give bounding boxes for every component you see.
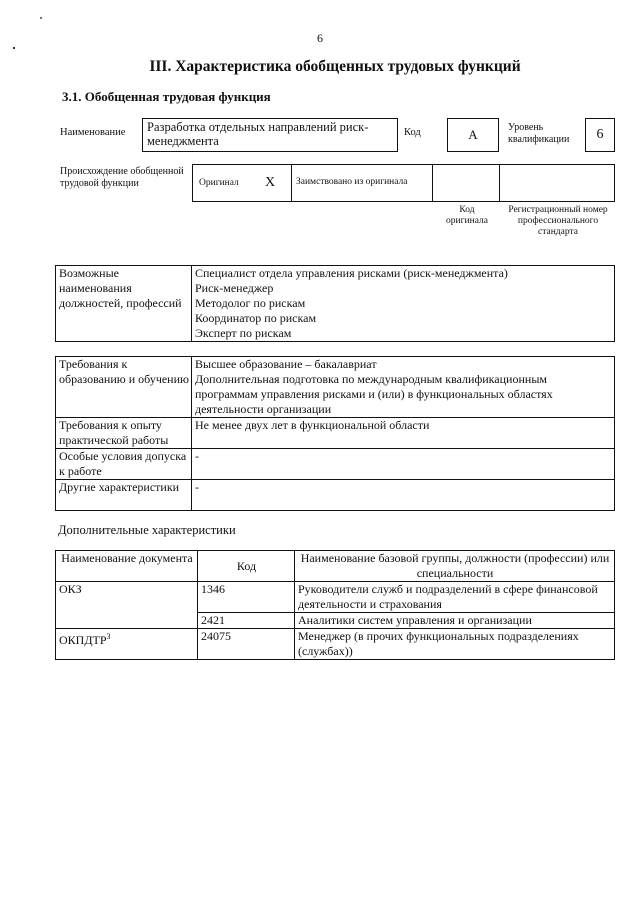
table-cell: Менеджер (в прочих функциональных подразделениях (службах)) (295, 629, 615, 660)
table-cell: 2421 (198, 613, 295, 629)
name-value-box (142, 118, 398, 152)
table-row (56, 629, 615, 660)
table-cell (56, 629, 198, 660)
requirement-label: Особые условия допуска к работе (56, 449, 192, 480)
requirement-line: Не менее двух лет в функциональной области (195, 418, 430, 432)
list-item: Риск-менеджер (195, 281, 274, 295)
requirement-label: Требования к образованию и обучению (56, 357, 192, 418)
original-code-box (432, 164, 500, 202)
requirement-line: Высшее образование – бакалавриат (195, 357, 377, 371)
positions-list (192, 266, 615, 342)
scan-speck (40, 17, 42, 19)
requirement-line: - (195, 480, 199, 494)
code-label: Код (404, 127, 421, 138)
additional-heading: Дополнительные характеристики (58, 523, 236, 537)
code-value: А (468, 127, 478, 142)
additional-table (55, 550, 615, 660)
table-row (56, 266, 615, 342)
list-item: Специалист отдела управления рисками (риск-менеджмента) (195, 266, 508, 280)
requirement-label: Требования к опыту практической работы (56, 418, 192, 449)
table-header-row (56, 551, 615, 582)
doc-name: ОКЗ (59, 582, 82, 596)
requirements-table (55, 356, 615, 511)
table-row (56, 357, 615, 418)
scan-speck (13, 47, 15, 49)
page-number: 6 (317, 31, 323, 45)
code-caption: Код оригинала (446, 205, 488, 226)
borrowed-box (291, 164, 433, 202)
footnote-ref: 3 (106, 632, 111, 641)
column-header: Код (198, 551, 295, 582)
level-value: 6 (596, 127, 604, 142)
table-cell: 24075 (198, 629, 295, 660)
list-item: Методолог по рискам (195, 296, 306, 310)
requirement-value (192, 418, 615, 449)
table-row (56, 418, 615, 449)
requirement-line: Дополнительная подготовка по международным квалификационным программам управления рисками и (или) в функциональных областях деятельности организации (195, 372, 553, 416)
positions-label: Возможные наименования должностей, профессий (56, 266, 192, 342)
original-box (192, 164, 292, 202)
subsection-title: 3.1. Обобщенная трудовая функция (62, 89, 271, 104)
positions-table (55, 265, 615, 342)
requirement-value (192, 449, 615, 480)
reg-number-box (499, 164, 615, 202)
borrowed-label: Заимствовано из оригинала (296, 177, 408, 187)
name-label: Наименование (60, 127, 126, 138)
original-mark: X (265, 175, 276, 190)
list-item: Координатор по рискам (195, 311, 317, 325)
column-header: Наименование документа (56, 551, 198, 582)
requirement-value (192, 357, 615, 418)
table-cell: Руководители служб и подразделений в сфере финансовой деятельности и страхования (295, 582, 615, 613)
list-item: Эксперт по рискам (195, 326, 292, 340)
doc-name: ОКПДТР (59, 633, 107, 647)
requirement-line: - (195, 449, 199, 463)
table-cell (56, 582, 198, 629)
reg-caption: Регистрационный номер профессионального стандарта (508, 205, 608, 237)
level-label: Уровень квалификации (508, 122, 570, 145)
requirement-label: Другие характеристики (56, 480, 192, 511)
name-value: Разработка отдельных направлений риск-менеджмента (147, 120, 369, 148)
requirement-value (192, 480, 615, 511)
level-value-box (585, 118, 615, 152)
table-cell: 1346 (198, 582, 295, 613)
table-cell: Аналитики систем управления и организации (295, 613, 615, 629)
origin-label: Происхождение обобщенной трудовой функции (60, 166, 184, 189)
table-row (56, 582, 615, 613)
original-label: Оригинал (199, 178, 239, 188)
section-title: III. Характеристика обобщенных трудовых функций (149, 58, 521, 75)
code-value-box (447, 118, 499, 152)
table-row (56, 480, 615, 511)
column-header: Наименование базовой группы, должности (профессии) или специальности (295, 551, 615, 582)
table-row (56, 449, 615, 480)
